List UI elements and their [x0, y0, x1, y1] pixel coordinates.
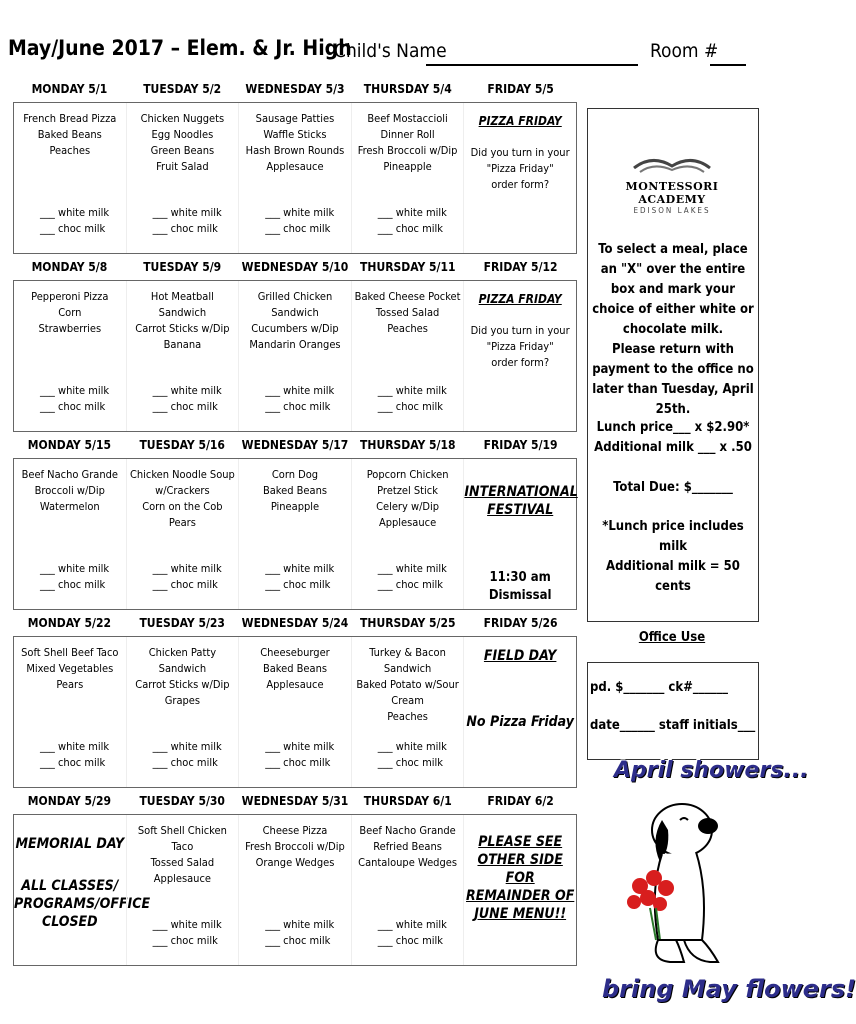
book-logo-icon: [632, 150, 712, 176]
selection-instructions: To select a meal, place an "X" over the entire box and mark your choice of either white or chocolate milk.: [592, 242, 754, 337]
milk-choice[interactable]: [40, 739, 109, 771]
milk-choice[interactable]: [265, 561, 334, 593]
day-label: TUESDAY 5/2: [143, 82, 222, 96]
white-milk-option[interactable]: ___ white milk: [265, 918, 335, 931]
friday-cell: [463, 637, 576, 787]
week-menu-box: [13, 280, 577, 432]
milk-choice[interactable]: [378, 205, 447, 237]
milk-choice[interactable]: [40, 383, 109, 415]
meal-cell[interactable]: [14, 815, 151, 965]
day-label: FRIDAY 5/19: [483, 438, 558, 452]
friday-title: PIZZA FRIDAY: [478, 114, 562, 128]
milk-choice[interactable]: [153, 205, 222, 237]
milk-choice[interactable]: [40, 205, 109, 237]
milk-choice[interactable]: [153, 383, 222, 415]
friday-title: INTERNATIONAL FESTIVAL: [464, 484, 578, 518]
staff-line[interactable]: date______ staff initials___: [590, 718, 756, 733]
meal-cell[interactable]: [351, 103, 464, 253]
meal-cell[interactable]: [126, 637, 239, 787]
menu-items: Beef Nacho Grande Broccoli w/Dip Watermelon: [21, 468, 118, 513]
meal-cell[interactable]: [238, 103, 351, 253]
room-number-field[interactable]: [710, 64, 746, 66]
choc-milk-option[interactable]: ___ choc milk: [265, 222, 331, 235]
choc-milk-option[interactable]: ___ choc milk: [152, 578, 218, 591]
meal-cell[interactable]: [351, 815, 464, 965]
white-milk-option[interactable]: ___ white milk: [40, 740, 110, 753]
holiday-note: ALL CLASSES/ PROGRAMS/OFFICE CLOSED: [14, 878, 151, 930]
choc-milk-option[interactable]: ___ choc milk: [265, 934, 331, 947]
menu-items: Popcorn Chicken Pretzel Stick Celery w/Dip Applesauce: [366, 468, 449, 529]
week-block: [13, 254, 577, 432]
milk-choice[interactable]: [265, 383, 334, 415]
meal-cell[interactable]: [126, 103, 239, 253]
return-note: Please return with payment to the office no later than Tuesday, April 25th.: [592, 342, 754, 417]
school-logo: [602, 150, 742, 215]
friday-cell: [463, 815, 576, 965]
friday-title: FIELD DAY: [483, 648, 557, 664]
logo-subtitle: EDISON LAKES: [633, 206, 711, 215]
choc-milk-option[interactable]: ___ choc milk: [265, 756, 331, 769]
day-label: MONDAY 5/8: [31, 260, 108, 274]
page-title: May/June 2017 – Elem. & Jr. High: [8, 36, 352, 60]
week-block: [13, 432, 577, 610]
menu-items: Pepperoni Pizza Corn Strawberries: [31, 290, 109, 335]
day-label: MONDAY 5/22: [27, 616, 111, 630]
day-label: WEDNESDAY 5/17: [241, 438, 349, 452]
choc-milk-option[interactable]: ___ choc milk: [377, 400, 443, 413]
white-milk-option[interactable]: ___ white milk: [152, 740, 222, 753]
choc-milk-option[interactable]: ___ choc milk: [265, 578, 331, 591]
friday-title: PIZZA FRIDAY: [478, 292, 562, 306]
white-milk-option[interactable]: ___ white milk: [265, 206, 335, 219]
milk-choice[interactable]: [153, 917, 222, 949]
menu-items: Corn Dog Baked Beans Pineapple: [262, 468, 328, 513]
friday-note: No Pizza Friday: [466, 714, 574, 730]
meal-cell[interactable]: [238, 281, 351, 431]
milk-choice[interactable]: [378, 917, 447, 949]
menu-items: Beef Nacho Grande Refried Beans Cantaloupe Wedges: [358, 824, 457, 869]
office-use-box: [587, 662, 759, 760]
week-header: [13, 76, 577, 102]
white-milk-option[interactable]: ___ white milk: [377, 740, 447, 753]
milk-choice[interactable]: [265, 917, 334, 949]
milk-choice[interactable]: [378, 383, 447, 415]
meal-cell[interactable]: [14, 637, 126, 787]
day-label: WEDNESDAY 5/10: [241, 260, 349, 274]
meal-cell[interactable]: [126, 459, 239, 609]
day-label: FRIDAY 5/5: [487, 82, 554, 96]
milk-choice[interactable]: [153, 561, 222, 593]
child-name-field[interactable]: [426, 64, 638, 66]
payment-line[interactable]: pd. $_______ ck#______: [590, 680, 728, 695]
menu-items: Soft Shell Beef Taco Mixed Vegetables Pears: [21, 646, 119, 691]
day-label: TUESDAY 5/30: [139, 794, 225, 808]
week-menu-box: [13, 458, 577, 610]
menu-items: Chicken Nuggets Egg Noodles Green Beans Fruit Salad: [140, 112, 225, 173]
friday-cell: [463, 281, 576, 431]
menu-items: Sausage Patties Waffle Sticks Hash Brown Rounds Applesauce: [245, 112, 345, 173]
meal-cell[interactable]: [14, 103, 126, 253]
office-use-heading: [587, 630, 757, 645]
holiday-title: MEMORIAL DAY: [15, 836, 125, 852]
menu-calendar: [13, 76, 577, 966]
week-block: [13, 788, 577, 966]
menu-items: French Bread Pizza Baked Beans Peaches: [23, 112, 117, 157]
milk-choice[interactable]: [265, 739, 334, 771]
choc-milk-option[interactable]: ___ choc milk: [265, 400, 331, 413]
day-label: FRIDAY 5/26: [483, 616, 558, 630]
day-label: THURSDAY 5/11: [360, 260, 456, 274]
white-milk-option[interactable]: ___ white milk: [152, 384, 222, 397]
meal-cell[interactable]: [351, 637, 464, 787]
week-header: [13, 788, 577, 814]
day-label: MONDAY 5/15: [27, 438, 111, 452]
snoopy-flowers-icon: [610, 790, 740, 970]
milk-choice[interactable]: [153, 739, 222, 771]
choc-milk-option[interactable]: ___ choc milk: [40, 578, 106, 591]
white-milk-option[interactable]: ___ white milk: [152, 918, 222, 931]
meal-cell[interactable]: [126, 815, 239, 965]
menu-items: Turkey & Bacon Sandwich Baked Potato w/Sour Cream Peaches: [356, 646, 459, 723]
menu-items: Cheeseburger Baked Beans Applesauce: [260, 646, 330, 691]
day-label: WEDNESDAY 5/3: [245, 82, 345, 96]
menu-items: Baked Cheese Pocket Tossed Salad Peaches: [354, 290, 461, 335]
meal-cell[interactable]: [238, 459, 351, 609]
meal-cell[interactable]: [351, 459, 464, 609]
week-block: [13, 610, 577, 788]
white-milk-option[interactable]: ___ white milk: [377, 206, 447, 219]
white-milk-option[interactable]: ___ white milk: [377, 384, 447, 397]
day-label: THURSDAY 5/18: [360, 438, 456, 452]
milk-price-note: Additional milk = 50 cents: [606, 559, 740, 594]
choc-milk-option[interactable]: ___ choc milk: [152, 400, 218, 413]
white-milk-option[interactable]: ___ white milk: [265, 384, 335, 397]
friday-note: Did you turn in your "Pizza Friday" order form?: [470, 146, 570, 191]
white-milk-option[interactable]: ___ white milk: [152, 206, 222, 219]
week-header: [13, 610, 577, 636]
friday-note: Did you turn in your "Pizza Friday" order form?: [470, 324, 570, 369]
menu-items: Soft Shell Chicken Taco Tossed Salad Applesauce: [137, 824, 227, 885]
day-label: THURSDAY 5/4: [363, 82, 452, 96]
friday-cell: [463, 459, 576, 609]
day-label: FRIDAY 5/12: [483, 260, 558, 274]
menu-items: Chicken Patty Sandwich Carrot Sticks w/Dip Grapes: [135, 646, 230, 707]
day-label: TUESDAY 5/16: [139, 438, 225, 452]
menu-items: Chicken Noodle Soup w/Crackers Corn on the Cob Pears: [129, 468, 235, 529]
day-label: WEDNESDAY 5/31: [241, 794, 349, 808]
day-label: TUESDAY 5/23: [139, 616, 225, 630]
friday-title: PLEASE SEE OTHER SIDE FOR REMAINDER OF JUNE MENU!!: [466, 834, 575, 922]
menu-items: Grilled Chicken Sandwich Cucumbers w/Dip Mandarin Oranges: [249, 290, 341, 351]
week-block: [13, 76, 577, 254]
day-label: WEDNESDAY 5/24: [241, 616, 349, 630]
day-label: TUESDAY 5/9: [143, 260, 222, 274]
menu-items: Cheese Pizza Fresh Broccoli w/Dip Orange Wedges: [245, 824, 345, 869]
week-menu-box: [13, 102, 577, 254]
week-menu-box: [13, 636, 577, 788]
choc-milk-option[interactable]: ___ choc milk: [377, 756, 443, 769]
week-menu-box: [13, 814, 577, 966]
choc-milk-option[interactable]: ___ choc milk: [152, 222, 218, 235]
meal-cell[interactable]: [126, 281, 239, 431]
additional-milk-line[interactable]: Additional milk ___ x .50: [594, 440, 752, 455]
meal-cell[interactable]: [238, 815, 351, 965]
white-milk-option[interactable]: ___ white milk: [377, 918, 447, 931]
white-milk-option[interactable]: ___ white milk: [152, 562, 222, 575]
milk-choice[interactable]: [40, 561, 109, 593]
white-milk-option[interactable]: ___ white milk: [377, 562, 447, 575]
milk-choice[interactable]: [378, 561, 447, 593]
choc-milk-option[interactable]: ___ choc milk: [40, 756, 106, 769]
child-name-label: Child's Name: [334, 40, 447, 62]
milk-choice[interactable]: [378, 739, 447, 771]
milk-choice[interactable]: [265, 205, 334, 237]
menu-items: Hot Meatball Sandwich Carrot Sticks w/Dip Banana: [135, 290, 230, 351]
white-milk-option[interactable]: ___ white milk: [40, 562, 110, 575]
menu-items: Beef Mostaccioli Dinner Roll Fresh Broccoli w/Dip Pineapple: [357, 112, 458, 173]
day-label: MONDAY 5/1: [31, 82, 108, 96]
choc-milk-option[interactable]: ___ choc milk: [377, 222, 443, 235]
april-showers-text: April showers...: [614, 758, 809, 783]
white-milk-option[interactable]: ___ white milk: [265, 740, 335, 753]
friday-note: 11:30 am Dismissal: [488, 570, 552, 603]
total-due-line[interactable]: Total Due: $_______: [613, 480, 733, 495]
white-milk-option[interactable]: ___ white milk: [40, 206, 110, 219]
office-use-title: Office Use: [638, 630, 706, 645]
choc-milk-option[interactable]: ___ choc milk: [377, 578, 443, 591]
white-milk-option[interactable]: ___ white milk: [40, 384, 110, 397]
may-flowers-text: bring May flowers!: [602, 975, 856, 1003]
price-note: *Lunch price includes milk: [602, 519, 744, 554]
day-label: THURSDAY 5/25: [360, 616, 456, 630]
week-header: [13, 254, 577, 280]
choc-milk-option[interactable]: ___ choc milk: [40, 222, 106, 235]
white-milk-option[interactable]: ___ white milk: [265, 562, 335, 575]
meal-cell[interactable]: [351, 281, 464, 431]
day-label: THURSDAY 6/1: [363, 794, 452, 808]
choc-milk-option[interactable]: ___ choc milk: [40, 400, 106, 413]
room-label: Room #: [650, 40, 719, 62]
lunch-price-line[interactable]: Lunch price___ x $2.90*: [596, 420, 750, 435]
choc-milk-option[interactable]: ___ choc milk: [152, 934, 218, 947]
choc-milk-option[interactable]: ___ choc milk: [152, 756, 218, 769]
day-label: FRIDAY 6/2: [487, 794, 554, 808]
friday-cell: [463, 103, 576, 253]
meal-cell[interactable]: [14, 459, 126, 609]
choc-milk-option[interactable]: ___ choc milk: [377, 934, 443, 947]
day-label: MONDAY 5/29: [27, 794, 111, 808]
meal-cell[interactable]: [14, 281, 126, 431]
logo-name: MONTESSORI ACADEMY: [625, 180, 719, 206]
meal-cell[interactable]: [238, 637, 351, 787]
week-header: [13, 432, 577, 458]
